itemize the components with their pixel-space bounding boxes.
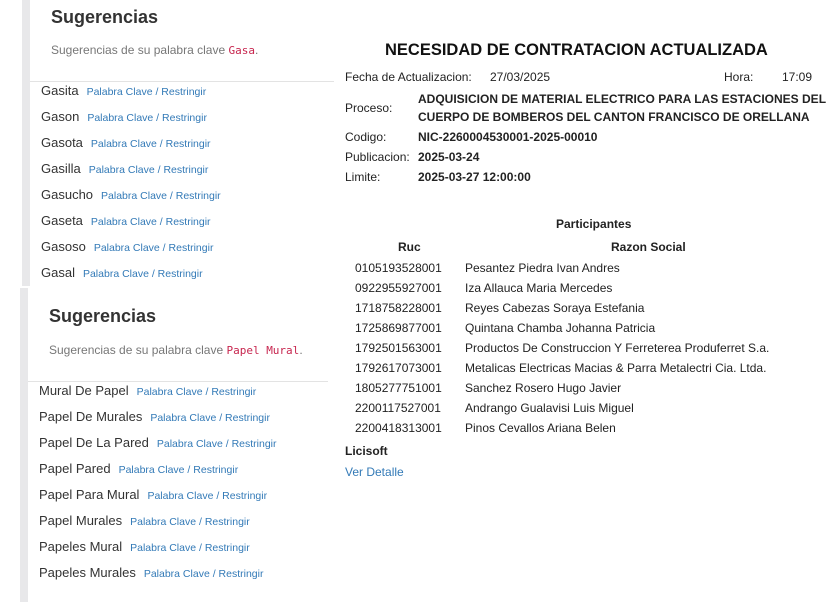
suggestions-subtitle [51, 43, 258, 57]
keyword-restrict-link[interactable]: Palabra Clave / Restringir [101, 190, 221, 202]
suggestion-item [41, 264, 221, 290]
suggestion-item [39, 564, 277, 590]
keyword-restrict-link[interactable]: Palabra Clave / Restringir [143, 568, 264, 580]
participant-ruc: 1792617073001 [355, 361, 442, 375]
participant-razon-social: Pesantez Piedra Ivan Andres [465, 261, 620, 275]
participant-ruc: 2200117527001 [355, 401, 441, 415]
proceso-line-2: CUERPO DE BOMBEROS DEL CANTON FRANCISCO DE ORELLANA [418, 110, 810, 124]
keyword-restrict-link[interactable]: Palabra Clave / Restringir [150, 412, 270, 424]
suggestion-word: Papeles Mural [39, 539, 123, 554]
suggestions-panel-papel-mural [20, 288, 328, 602]
suggestions-panel-gasa [22, 0, 334, 286]
suggestion-word: Gasilla [41, 161, 81, 176]
participant-razon-social: Reyes Cabezas Soraya Estefania [465, 301, 645, 315]
keyword-restrict-link[interactable]: Palabra Clave / Restringir [90, 216, 211, 228]
codigo-value: NIC-2260004530001-2025-00010 [418, 130, 598, 144]
suggestion-item [41, 212, 221, 238]
suggestion-item [41, 160, 221, 186]
participant-ruc: 0922955927001 [355, 281, 442, 295]
suggestion-word: Gaseta [41, 213, 83, 228]
subtitle-suffix: . [254, 43, 259, 57]
suggestion-item [39, 382, 277, 408]
participant-razon-social: Andrango Gualavisi Luis Miguel [465, 401, 634, 415]
suggestions-subtitle [49, 343, 303, 357]
hour-label: Hora: [724, 70, 754, 84]
suggestion-item [39, 486, 277, 512]
suggestion-item [39, 434, 277, 460]
suggestion-word: Papel Murales [39, 513, 123, 528]
contract-detail [340, 0, 838, 602]
participants-title: Participantes [556, 217, 632, 231]
subtitle-prefix: Sugerencias de su palabra clave [49, 343, 227, 357]
suggestions-title: Sugerencias [51, 7, 159, 27]
participant-ruc: 0105193528001 [355, 261, 442, 275]
subtitle-prefix: Sugerencias de su palabra clave [51, 43, 229, 57]
suggestion-item [41, 186, 221, 212]
keyword-restrict-link[interactable]: Palabra Clave / Restringir [86, 86, 207, 98]
suggestion-item [39, 408, 277, 434]
keyword-restrict-link[interactable]: Palabra Clave / Restringir [90, 138, 211, 150]
suggestion-word: Gason [41, 109, 80, 124]
participant-ruc: 1718758228001 [355, 301, 442, 315]
update-value: 27/03/2025 [490, 70, 551, 84]
suggestion-item [41, 134, 221, 160]
keyword-restrict-link[interactable]: Palabra Clave / Restringir [87, 112, 207, 124]
keyword-restrict-link[interactable]: Palabra Clave / Restringir [136, 386, 257, 398]
keyword-code: Gasa [228, 44, 255, 57]
keyword-restrict-link[interactable]: Palabra Clave / Restringir [82, 268, 203, 280]
suggestion-word: Gasucho [41, 187, 94, 202]
suggestion-list [39, 382, 277, 590]
keyword-restrict-link[interactable]: Palabra Clave / Restringir [88, 164, 209, 176]
participant-ruc: 1725869877001 [355, 321, 442, 335]
suggestion-list [41, 82, 221, 290]
participant-razon-social: Metalicas Electricas Macias & Parra Metalectri Cia. Ltda. [465, 361, 767, 375]
publicacion-value: 2025-03-24 [418, 150, 480, 164]
suggestion-item [41, 82, 221, 108]
suggestion-item [39, 538, 277, 564]
suggestion-word: Gasita [41, 83, 79, 98]
ver-detalle-link[interactable]: Ver Detalle [345, 465, 404, 479]
keyword-code: Papel Mural [226, 344, 300, 357]
page-title: NECESIDAD DE CONTRATACION ACTUALIZADA [385, 41, 768, 59]
limite-value: 2025-03-27 12:00:00 [418, 170, 531, 184]
suggestion-word: Gasoso [41, 239, 86, 254]
participant-razon-social: Productos De Construccion Y Ferreterea Produferret S.a. [465, 341, 770, 355]
participant-ruc: 1792501563001 [355, 341, 442, 355]
suggestion-word: Gasal [41, 265, 75, 280]
licisoft-label: Licisoft [345, 444, 388, 458]
keyword-restrict-link[interactable]: Palabra Clave / Restringir [156, 438, 277, 450]
limite-label: Limite: [345, 170, 381, 184]
participant-razon-social: Sanchez Rosero Hugo Javier [465, 381, 622, 395]
participant-ruc: 1805277751001 [355, 381, 442, 395]
suggestion-word: Papeles Murales [39, 565, 136, 580]
participant-razon-social: Quintana Chamba Johanna Patricia [465, 321, 656, 335]
suggestion-word: Papel De Murales [39, 409, 143, 424]
update-label: Fecha de Actualizacion: [345, 70, 472, 84]
keyword-restrict-link[interactable]: Palabra Clave / Restringir [130, 516, 250, 528]
participant-ruc: 2200418313001 [355, 421, 442, 435]
suggestion-word: Papel De La Pared [39, 435, 149, 450]
column-header-ruc: Ruc [398, 240, 421, 254]
participant-razon-social: Pinos Cevallos Ariana Belen [465, 421, 616, 435]
keyword-restrict-link[interactable]: Palabra Clave / Restringir [147, 490, 268, 502]
suggestion-item [41, 238, 221, 264]
suggestion-word: Papel Pared [39, 461, 111, 476]
suggestion-word: Mural De Papel [39, 383, 129, 398]
proceso-label: Proceso: [345, 101, 393, 115]
suggestion-word: Gasota [41, 135, 83, 150]
subtitle-suffix: . [299, 343, 303, 357]
codigo-label: Codigo: [345, 130, 387, 144]
keyword-restrict-link[interactable]: Palabra Clave / Restringir [130, 542, 250, 554]
suggestion-word: Papel Para Mural [39, 487, 140, 502]
suggestion-item [41, 108, 221, 134]
keyword-restrict-link[interactable]: Palabra Clave / Restringir [118, 464, 239, 476]
keyword-restrict-link[interactable]: Palabra Clave / Restringir [93, 242, 214, 254]
suggestion-item [39, 512, 277, 538]
hour-value: 17:09 [782, 70, 813, 84]
suggestions-title: Sugerencias [49, 306, 157, 326]
column-header-razon-social: Razon Social [611, 240, 686, 254]
suggestion-item [39, 460, 277, 486]
participant-razon-social: Iza Allauca Maria Mercedes [465, 281, 613, 295]
proceso-line-1: ADQUISICION DE MATERIAL ELECTRICO PARA LAS ESTACIONES DEL [418, 92, 827, 106]
publicacion-label: Publicacion: [345, 150, 410, 164]
